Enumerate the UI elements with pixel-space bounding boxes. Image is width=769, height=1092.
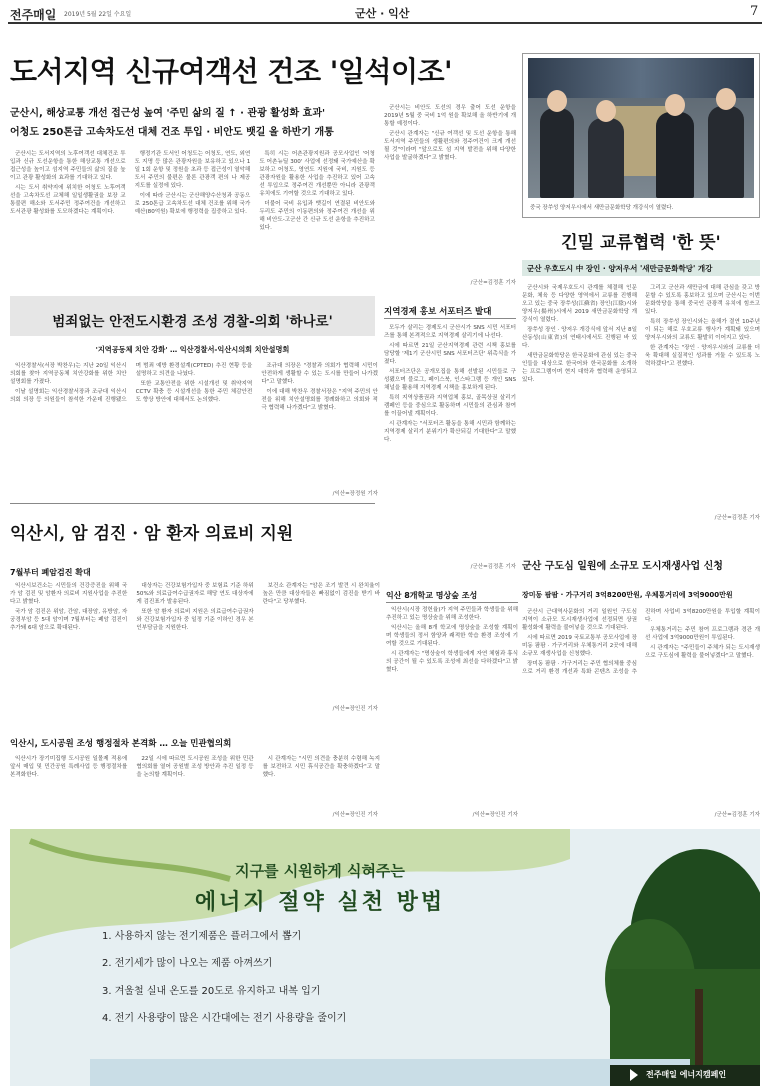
cancer-headline: 익산시, 암 검진 · 암 환자 의료비 지원 [10, 524, 294, 544]
masthead: 전주매일 [10, 8, 57, 22]
police-body: 익산경찰서(서장 박찬우)는 지난 20일 익산시의회를 찾아 지역공동체 치안강화를 위한 치안설명회를 가졌다. 이날 설명회는 익산경찰서장과 조규대 익산시의회 의장 등 의원들이 참석한 가운데 진행됐으며 범죄 예방 환경설계(CPTED) 추진 현황 등을 설명하고 의견을 나눴다. 또한 교통안전을 위한 시설개선 및 취약지역 CCTV 확충 등 시설개선을 통한 주민 체감안전도 향상 방안에 대해서도 논의했다. 조규대 의장은 "경찰과 의회가 협력해 시민이 안전하게 생활할 수 있는 도시를 만들어 나가겠다"고 말했다. 이에 대해 박찬우 경찰서장은 "지역 주민의 안전을 위해 치안설명회를 정례화하고 의회와 적극 협력해 나가겠다"고 밝혔다. [10, 363, 378, 411]
police-byline: /익산=장정원 기자 [332, 491, 378, 497]
ad-item-3: 3. 겨울철 실내 온도를 20도로 유지하고 내복 입기 [102, 986, 321, 997]
regen-body: 군산시 근대역사문화의 거리 일원인 구도심 지역이 소규모 도시재생사업에 선정되면 상권 활성화에 활력을 불어넣을 것으로 기대된다. 시에 따르면 2019 국토교통부 공모사업에 장미동 팜팜 · 가구거리와 우체통거리 2곳에 대해 소규모 재생사업을 신청했다. 장미동 팜팜 · 가구거리는 주민 협의체를 중심으로 거리 환경 개선과 특화 콘텐츠 조성을 추진하며 사업비 3억8200만원을 투입할 계획이다. 우체통거리는 주민 참여 프로그램과 경관 개선 사업에 3억9000만원이 투입된다. 시 관계자는 "주민들이 주체가 되는 도시재생으로 구도심에 활력을 불어넣겠다"고 말했다. [522, 609, 760, 675]
person-1 [540, 108, 574, 198]
photo-body: 군산시와 국제우호도시 관계를 체결해 인문 문화, 체육 등 다양한 영역에서 교류를 진행해 오고 있는 중국 장쑤성(江蘇省) 장인(江陰)시와 양저우(揚州)시에서 2019 새만금문화학당 개강식이 열렸다. 장쑤성 장인 · 양저우 개강식에 앞서 지난 8일 산동성(山東省)의 연태시에서도 진행된 바 있다. 새만금문화학당은 한국문화에 관심 있는 중국인들을 대상으로 한국어와 한국문화를 소개하는 프로그램이며 현지 대학과 협력해 운영되고 있다. 그리고 군산과 새만금에 대해 관심을 갖고 방문할 수 있도록 홍보하고 있으며 군산시는 이번 문화학당을 통해 중국인 관광객 유치에 힘쓰고 있다. 특히 장쑤성 장인시와는 올해가 결연 10주년이 되는 해로 우호교류 행사가 계획돼 있으며 양저우시와의 교류도 활발히 이어지고 있다. 한 관계자는 "장인 · 양저우시와의 교류를 더욱 확대해 실질적인 성과를 거둘 수 있도록 노력하겠다"고 전했다. [522, 285, 760, 383]
main-body-cont: 군산시는 비안도 도선의 경우 출어 도선 운항을 2019년 5월 중 국비 1억 원을 확보해 올 하반기에 개통할 예정이다. 군산시 관계자는 "신규 여객선 및 도선 운항을 통해 도서지역 주민들의 생활편의와 정주여건이 크게 개선될 것"이라며 "앞으로도 섬 지역 발전을 위해 다양한 사업을 발굴하겠다"고 밝혔다. [384, 105, 516, 161]
issue-date: 2019년 5월 22일 수요일 [64, 11, 132, 18]
main-subhead-2: 어청도 250톤급 고속차도선 대체 건조 투입 · 비안도 뱃길 올 하반기 개통 [10, 127, 334, 138]
regen-subhead: 장미동 팜팜 · 가구거리 3억8200만원, 우체통거리에 3억9000만원 [522, 591, 733, 599]
police-headline: 범죄없는 안전도시환경 조성 경찰-의회 '하나로' [52, 314, 333, 330]
police-subhead: '지역공동체 치안 강화' … 익산경찰서-익산시의회 치안설명회 [95, 345, 290, 354]
photo-headline: 긴밀 교류협력 '한 뜻' [561, 233, 721, 253]
ceremony-photo [528, 58, 754, 198]
supporters-byline: /군산=김정훈 기자 [470, 564, 516, 570]
course-rule [386, 602, 518, 603]
supporters-body: 모두가 살리는 경제도시 군산시가 SNS 시민 서포터즈를 통해 본격적으로 지역경제 살리기에 나선다. 시에 따르면 21일 군산지역경제 관련 시책 홍보를 담당할 '제1기 군산시민 SNS 서포터즈단' 위촉식을 가졌다. 서포터즈단은 공개모집을 통해 선발된 시민들로 구성됐으며 블로그, 페이스북, 인스타그램 등 개인 SNS 채널을 활용해 지역경제 시책을 홍보하게 된다. 특히 지역상품권과 지역업체 홍보, 골목상권 살리기 캠페인 등을 중심으로 활동하며 시민들의 관심과 참여를 이끌어낼 계획이다. 시 관계자는 "서포터즈 활동을 통해 시민과 함께하는 지역경제 살리기 분위기가 확산되길 기대한다"고 말했다. [384, 325, 516, 443]
ad-item-2: 2. 전기세가 많이 나오는 제품 아껴쓰기 [102, 958, 273, 969]
photo-byline: /군산=김정훈 기자 [714, 515, 760, 521]
photo-caption: 중국 장쑤성 양저우시에서 새만금문화학당 개강식이 열렸다. [530, 205, 674, 211]
park-headline: 익산시, 도시공원 조성 행정절차 본격화 … 오늘 민관협의회 [10, 739, 232, 749]
photo-subhead: 군산 우호도시 中 장인 · 양저우서 '새만금문화학당' 개강 [527, 264, 713, 273]
divider-1 [10, 503, 375, 504]
person-2 [588, 118, 624, 198]
person-3 [656, 112, 694, 198]
supporters-rule [384, 318, 516, 319]
play-icon [630, 1069, 638, 1081]
ad-campaign-label: 전주매일 에너지캠페인 [646, 1070, 727, 1079]
page-number: 7 [750, 4, 759, 19]
supporters-headline: 지역경제 홍보 서포터즈 발대 [384, 307, 492, 317]
main-subhead-1: 군산시, 해상교통 개선 접근성 높여 '주민 삶의 질 ↑ · 관광 활성화 효과' [10, 108, 326, 119]
regen-headline: 군산 구도심 일원에 소규모 도시재생사업 신청 [522, 561, 723, 572]
main-headline: 도서지역 신규여객선 건조 '일석이조' [10, 55, 453, 88]
header-rule [8, 22, 762, 24]
ad-item-1: 1. 사용하지 않는 전기제품은 플러그에서 뽑기 [102, 931, 302, 942]
cancer-subhead: 7월부터 폐암검진 확대 [10, 568, 91, 577]
section-title: 군산 · 익산 [355, 7, 410, 20]
park-byline: /익산=장인진 기자 [332, 812, 378, 818]
course-byline: /익산=장인진 기자 [472, 812, 518, 818]
ad-item-4: 4. 전기 사용량이 많은 시간대에는 전기 사용량을 줄이기 [102, 1013, 347, 1024]
ad-title-2: 에너지 절약 실천 방법 [194, 890, 446, 915]
energy-campaign-ad [10, 829, 760, 1086]
park-body: 익산시가 장기미집행 도시공원 일몰제 적용에 앞서 매입 및 민간공원 특례사업 등 행정절차를 본격화한다. 22일 시에 따르면 도시공원 조성을 위한 민관협의회를 열어 공원별 조성 방안과 추진 일정 등을 논의할 계획이다. 시 관계자는 "시민 의견을 충분히 수렴해 녹지를 보전하고 시민 휴식공간을 확충하겠다"고 말했다. [10, 756, 380, 778]
course-headline: 익산 8개학교 명상숲 조성 [386, 591, 478, 600]
person-4 [708, 106, 744, 198]
cancer-body: 익산시보건소는 시민들의 건강증진을 위해 국가 암 검진 및 암환자 의료비 지원사업을 추진한다고 밝혔다. 국가 암 검진은 위암, 간암, 대장암, 유방암, 자궁경부암 등 5대 암이며 7월부터는 폐암 검진이 추가돼 6대 암으로 확대된다. 대상자는 건강보험가입자 중 보험료 기준 하위 50%와 의료급여수급권자로 해당 연도 대상자에게 검진표가 발송된다. 또한 암 환자 의료비 지원은 의료급여수급권자와 건강보험가입자 중 일정 기준 이하인 경우 본인부담금을 지원한다. 보건소 관계자는 "암은 조기 발견 시 완치율이 높은 만큼 대상자들은 빠짐없이 검진을 받기 바란다"고 당부했다. [10, 583, 380, 631]
course-body: 익산시(시장 정헌율)가 지역 주민들과 학생들을 위해 추진하고 있는 명상숲을 위해 조성한다. 익산시는 올해 8개 학교에 명상숲을 조성할 계획이며 학생들의 정서 함양과 쾌적한 학습 환경 조성에 기여할 것으로 기대된다. 시 관계자는 "명상숲이 학생들에게 자연 체험과 휴식의 공간이 될 수 있도록 조성에 최선을 다하겠다"고 밝혔다. [386, 607, 518, 673]
main-body: 군산시는 도서지역의 노후여객선 대체건조 투입과 신규 도선운항을 통한 해상교통 개선으로 접근성을 높이고 섬지역 주민들의 삶의 질을 높이고 관광 활성화의 효과를 기대하고 있다. 시는 도서 취약지에 위치한 어청도 노후여객선을 고속차도선 교체해 일일생활권을 보장 교통불편 해소와 도서주민 정주여건을 개선하고 도서관광 활성화를 도모하겠다는 계획이다. 행정기관 도서인 어청도는 어청도, 연도, 외연도 지명 등 많은 관광자원을 보유하고 있으나 1일 1회 운항 및 정원을 초과 등 접근성이 열악해 도서 주민의 불편은 물론 관광객 편의 나 제공 지도를 실정에 있다. 이에 따라 군산시는 군산해양수산청과 공동으로 250톤급 고속차도선 대체 건조를 위해 국가 예산(80억원) 확보에 행정력을 집중하고 있다. 특히 시는 어촌관광지원과 공모사업인 '어청도 어촌뉴딜 300' 사업에 선정돼 국가예산을 확보하고 어청도, 영연도 지원에 국비, 지원도 등 관광자원을 활용한 사업을 추진하고 있어 고속선 투입으로 정주여건 개선뿐만 아니라 관광객 유치에도 기여할 것으로 기대하고 있다. 더불어 국비 유입과 뱃길이 연결된 비안도와 두리도 주민의 이동편의와 정주여건 개선을 위해 비안도-고군산 간 신규 도선 운항을 추진하고 있다. [10, 151, 375, 231]
main-byline: /군산=김정훈 기자 [470, 280, 516, 286]
ad-title-1: 지구를 시원하게 식혀주는 [235, 862, 405, 880]
regen-byline: /군산=김정훈 기자 [714, 812, 760, 818]
cancer-byline: /익산=장인진 기자 [332, 706, 378, 712]
